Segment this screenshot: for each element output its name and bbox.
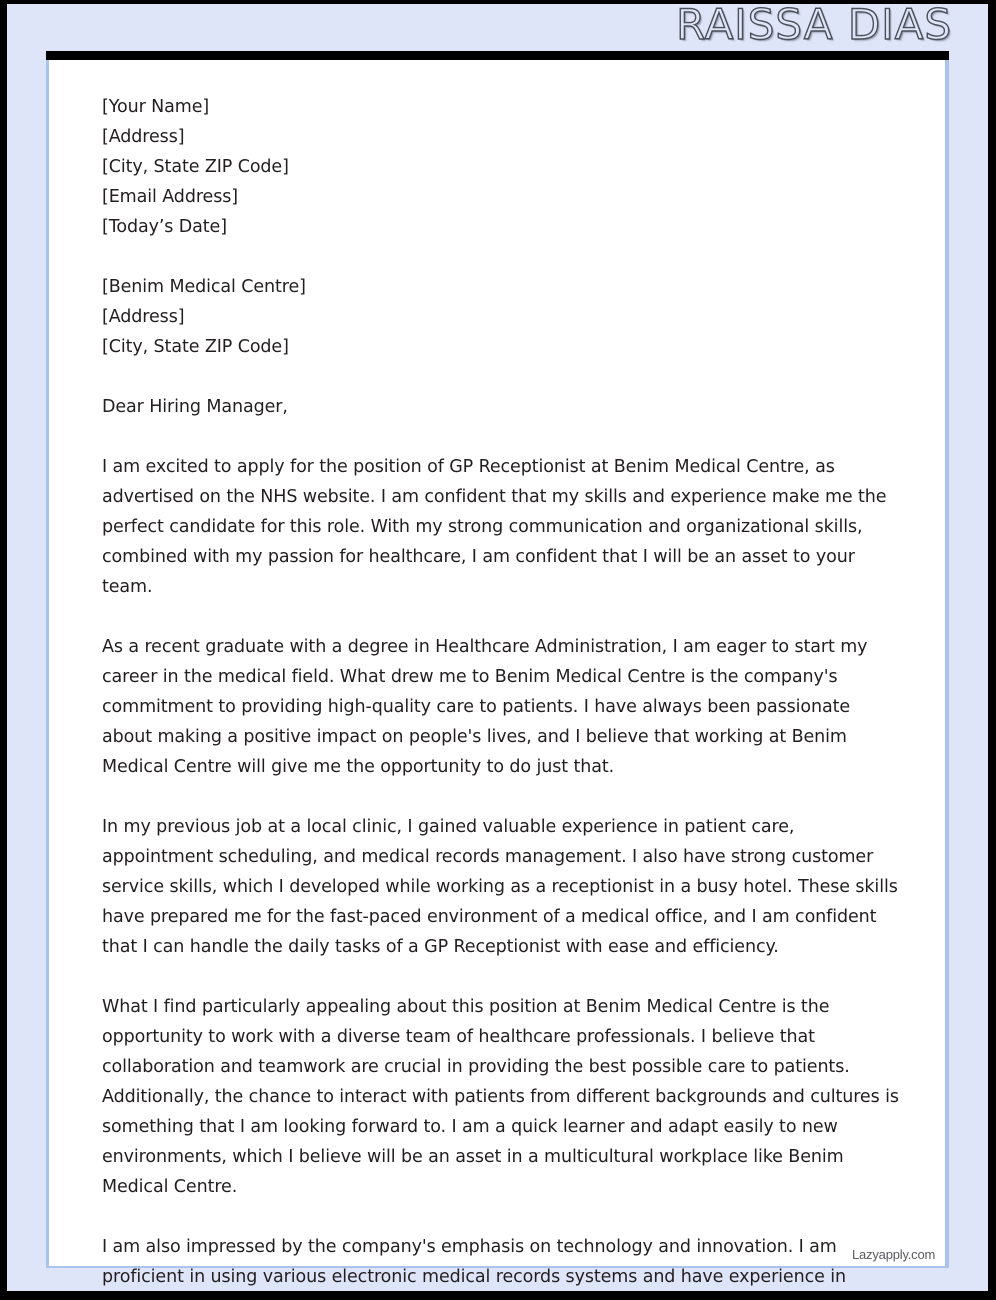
sender-line: [Today’s Date]: [102, 217, 227, 237]
body-paragraph: I am excited to apply for the position of GP Receptionist at Benim Medical Centre, as advertised on the NHS website. I am confident that my skills and experience make me the perfect candidate for this role. With my strong communication and organizational skills, combined with my passion for healthcare, I am confident that I will be an asset to your team.: [102, 457, 887, 597]
letter-header-band: [7, 0, 988, 51]
body-paragraph: As a recent graduate with a degree in Healthcare Administration, I am eager to start my career in the medical field. What drew me to Benim Medical Centre is the company's commitment to providing high-quality care to patients. I have always been passionate about making a positive impact on people's lives, and I believe that working at Benim Medical Centre will give me the opportunity to do just that.: [102, 637, 868, 777]
sender-line: [City, State ZIP Code]: [102, 157, 289, 177]
document-top-rule: [46, 51, 949, 60]
body-paragraph: I am also impressed by the company's emphasis on technology and innovation. I am proficient in using various electronic medical records systems and have experience in: [102, 1237, 846, 1287]
body-paragraph: In my previous job at a local clinic, I gained valuable experience in patient care, appointment scheduling, and medical records management. I also have strong customer service skills, which I developed while working as a receptionist in a busy hotel. These skills have prepared me for the fast-paced environment of a medical office, and I am confident that I can handle the daily tasks of a GP Receptionist with ease and efficiency.: [102, 817, 898, 957]
salutation: Dear Hiring Manager,: [102, 397, 288, 417]
recipient-line: [Benim Medical Centre]: [102, 277, 306, 297]
recipient-line: [City, State ZIP Code]: [102, 337, 289, 357]
sender-line: [Address]: [102, 127, 185, 147]
sender-address-block: [102, 92, 903, 242]
sender-line: [Your Name]: [102, 97, 210, 117]
watermark-label: Lazyapply.com: [852, 1247, 936, 1262]
page-title: RAISSA DIAS: [676, 0, 952, 49]
letter-body: [46, 60, 949, 1292]
recipient-line: [Address]: [102, 307, 185, 327]
body-paragraph: What I find particularly appealing about this position at Benim Medical Centre is the opportunity to work with a diverse team of healthcare professionals. I believe that collaboration and teamwork are crucial in providing the best possible care to patients. Additionally, the chance to interact with patients from different backgrounds and cultures is something that I am looking forward to. I am a quick learner and adapt easily to new environments, which I believe will be an asset in a multicultural workplace like Benim Medical Centre.: [102, 997, 899, 1197]
recipient-address-block: [102, 272, 903, 362]
sender-line: [Email Address]: [102, 187, 238, 207]
